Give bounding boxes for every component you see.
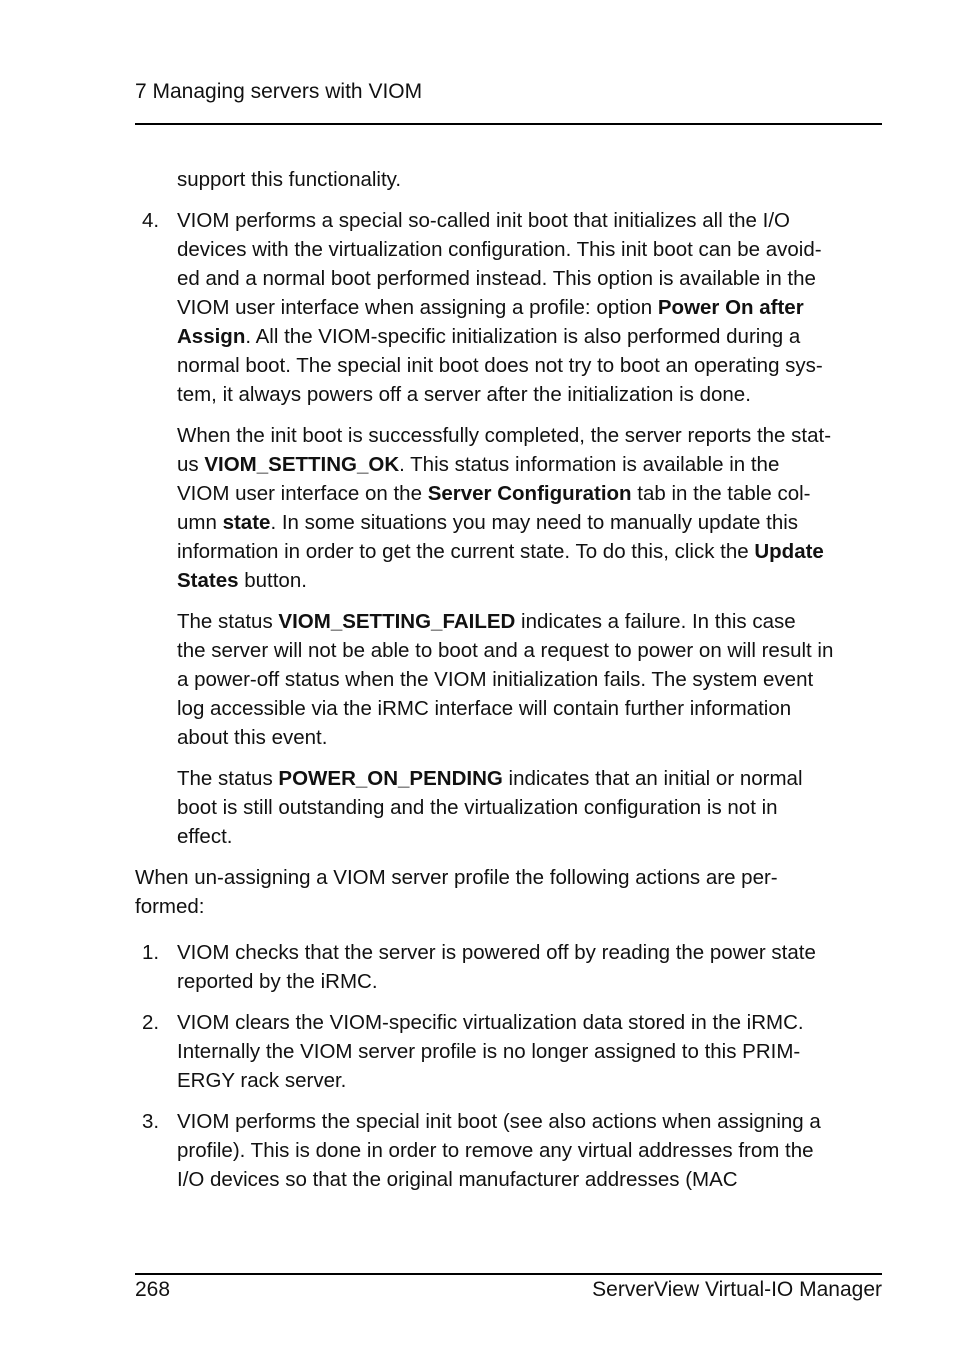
paragraph-setting-ok bbox=[177, 421, 831, 595]
text-line: When the init boot is successfully completed, the server reports the stat- bbox=[177, 424, 832, 447]
text-line bbox=[177, 508, 831, 537]
text-span: . In some situations you may need to manually update this bbox=[270, 511, 799, 534]
text-span: VIOM user interface when assigning a profile: option bbox=[177, 296, 658, 319]
text-line: tem, it always powers off a server after the initialization is done. bbox=[177, 383, 751, 406]
text-line: log accessible via the iRMC interface will contain further information bbox=[177, 697, 792, 720]
text-line: reported by the iRMC. bbox=[177, 970, 378, 993]
text-line bbox=[177, 537, 831, 566]
text-line: ed and a normal boot performed instead. This option is available in the bbox=[177, 267, 816, 290]
text-span: umn bbox=[177, 511, 223, 534]
text-line: When un-assigning a VIOM server profile the following actions are per- bbox=[135, 866, 778, 889]
text-span: information in order to get the current state. To do this, click the bbox=[177, 540, 755, 563]
text-line: VIOM performs the special init boot (see also actions when assigning a bbox=[177, 1110, 821, 1133]
text-span: The status bbox=[177, 610, 279, 633]
text-line bbox=[177, 607, 833, 636]
text-line: a power-off status when the VIOM initialization fails. The system event bbox=[177, 668, 814, 691]
text-span: The status bbox=[177, 767, 279, 790]
text-line: boot is still outstanding and the virtualization configuration is not in bbox=[177, 796, 778, 819]
text-line: VIOM clears the VIOM-specific virtualization data stored in the iRMC. bbox=[177, 1011, 804, 1034]
text-line: profile). This is done in order to remove any virtual addresses from the bbox=[177, 1139, 814, 1162]
running-header: 7 Managing servers with VIOM bbox=[135, 80, 423, 103]
status-name: POWER_ON_PENDING bbox=[278, 767, 503, 790]
text-span: indicates that an initial or normal bbox=[502, 767, 803, 790]
list-number-1: 1. bbox=[142, 941, 160, 964]
text-line: devices with the virtualization configuration. This init boot can be avoid- bbox=[177, 238, 822, 261]
text-line: formed: bbox=[135, 895, 205, 918]
text-line bbox=[177, 450, 831, 479]
status-name: VIOM_SETTING_OK bbox=[204, 453, 400, 476]
text-line: normal boot. The special init boot does not try to boot an operating sys- bbox=[177, 354, 823, 377]
list-item-1 bbox=[177, 938, 816, 996]
text-line bbox=[177, 479, 831, 508]
continuation-line: support this functionality. bbox=[177, 168, 402, 191]
page-number: 268 bbox=[135, 1278, 171, 1301]
text-line: effect. bbox=[177, 825, 233, 848]
option-name-power-on: Power On after bbox=[657, 296, 804, 319]
button-name: Update bbox=[754, 540, 824, 563]
text-line: VIOM checks that the server is powered off by reading the power state bbox=[177, 941, 816, 964]
text-span: indicates a failure. In this case bbox=[515, 610, 796, 633]
header-rule bbox=[135, 123, 882, 125]
button-name: States bbox=[177, 569, 239, 592]
text-line: ERGY rack server. bbox=[177, 1069, 347, 1092]
text-line: about this event. bbox=[177, 726, 328, 749]
text-span: button. bbox=[238, 569, 307, 592]
text-span: . All the VIOM-specific initialization is also performed during a bbox=[245, 325, 801, 348]
list-item-2 bbox=[177, 1008, 804, 1095]
option-name-assign: Assign bbox=[177, 325, 246, 348]
text-line bbox=[177, 322, 823, 351]
status-name: VIOM_SETTING_FAILED bbox=[278, 610, 516, 633]
list-number-2: 2. bbox=[142, 1011, 160, 1034]
paragraph-setting-failed bbox=[177, 607, 833, 752]
text-line bbox=[177, 566, 831, 595]
text-line: I/O devices so that the original manufacturer addresses (MAC bbox=[177, 1168, 738, 1191]
text-line bbox=[177, 293, 823, 322]
list-item-3 bbox=[177, 1107, 821, 1194]
tab-name: Server Configuration bbox=[427, 482, 632, 505]
footer-rule bbox=[135, 1273, 882, 1275]
text-line: VIOM performs a special so-called init boot that initializes all the I/O bbox=[177, 209, 790, 232]
text-span: VIOM user interface on the bbox=[177, 482, 428, 505]
column-name: state bbox=[222, 511, 271, 534]
text-line bbox=[177, 764, 803, 793]
list-number-3: 3. bbox=[142, 1110, 160, 1133]
text-line: Internally the VIOM server profile is no longer assigned to this PRIM- bbox=[177, 1040, 801, 1063]
paragraph-power-on-pending bbox=[177, 764, 803, 851]
footer-doc-title: ServerView Virtual-IO Manager bbox=[592, 1278, 882, 1301]
text-span: tab in the table col- bbox=[631, 482, 811, 505]
text-span: . This status information is available in the bbox=[399, 453, 780, 476]
continuation-text bbox=[177, 165, 401, 194]
paragraph-unassign-intro bbox=[135, 863, 778, 921]
list-number-4: 4. bbox=[142, 209, 160, 232]
text-line: the server will not be able to boot and a request to power on will result in bbox=[177, 639, 834, 662]
text-span: us bbox=[177, 453, 205, 476]
list-item-4 bbox=[177, 206, 823, 409]
